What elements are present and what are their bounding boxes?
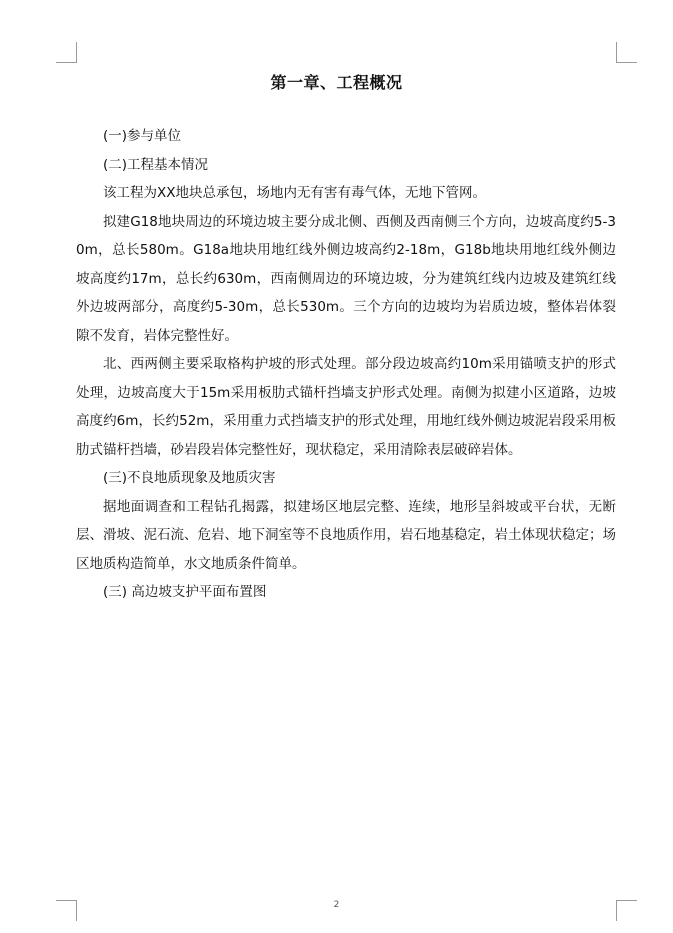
paragraph-geology: 据地面调查和工程钻孔揭露，拟建场区地层完整、连续，地形呈斜坡或平台状，无断层、滑坡、泥石流、危岩、地下洞室等不良地质作用，岩石地基稳定，岩土体现状稳定；场区地质构造简单，水文地质条件简单。 [76,498,616,572]
page-number: 2 [333,900,340,910]
section-heading-geology: (三)不良地质现象及地质灾害 [103,470,276,486]
paragraph-support-method: 北、西两侧主要采取格构护坡的形式处理。部分段边坡高约10m采用锚喷支护的形式处理，边坡高度大于15m采用板肋式锚杆挡墙支护形式处理。南侧为拟建小区道路，边坡高度约6m，长约52m，采用重力式挡墙支护的形式处理，用地红线外侧边坡泥岩段采用板肋式锚杆挡墙，砂岩段岩体完整性好，现状稳定，采用清除表层破碎岩体。 [76,356,616,458]
paragraph-overview: 该工程为XX地块总承包，场地内无有害有毒气体，无地下管网。 [103,185,486,201]
crop-mark-top-right [616,42,637,63]
section-heading-layout-plan: (三) 高边坡支护平面布置图 [103,584,267,600]
paragraph-slope-description: 拟建G18地块周边的环境边坡主要分成北侧、西侧及西南侧三个方向，边坡高度约5-30m，总长580m。G18a地块用地红线外侧边坡高约2-18m，G18b地块用地红线外侧边坡高度约17m，总长约630m，西南侧周边的环境边坡，分为建筑红线内边坡及建筑红线外边坡两部分，高度约5-30m，总长530m。三个方向的边坡均为岩质边坡，整体岩体裂隙不发育，岩体完整性好。 [76,213,616,344]
section-heading-participants: (一)参与单位 [103,128,182,144]
chapter-title: 第一章、工程概况 [270,73,403,92]
body-content [76,122,616,607]
section-heading-basic-info: (二)工程基本情况 [103,156,209,173]
crop-mark-top-left [56,42,77,63]
